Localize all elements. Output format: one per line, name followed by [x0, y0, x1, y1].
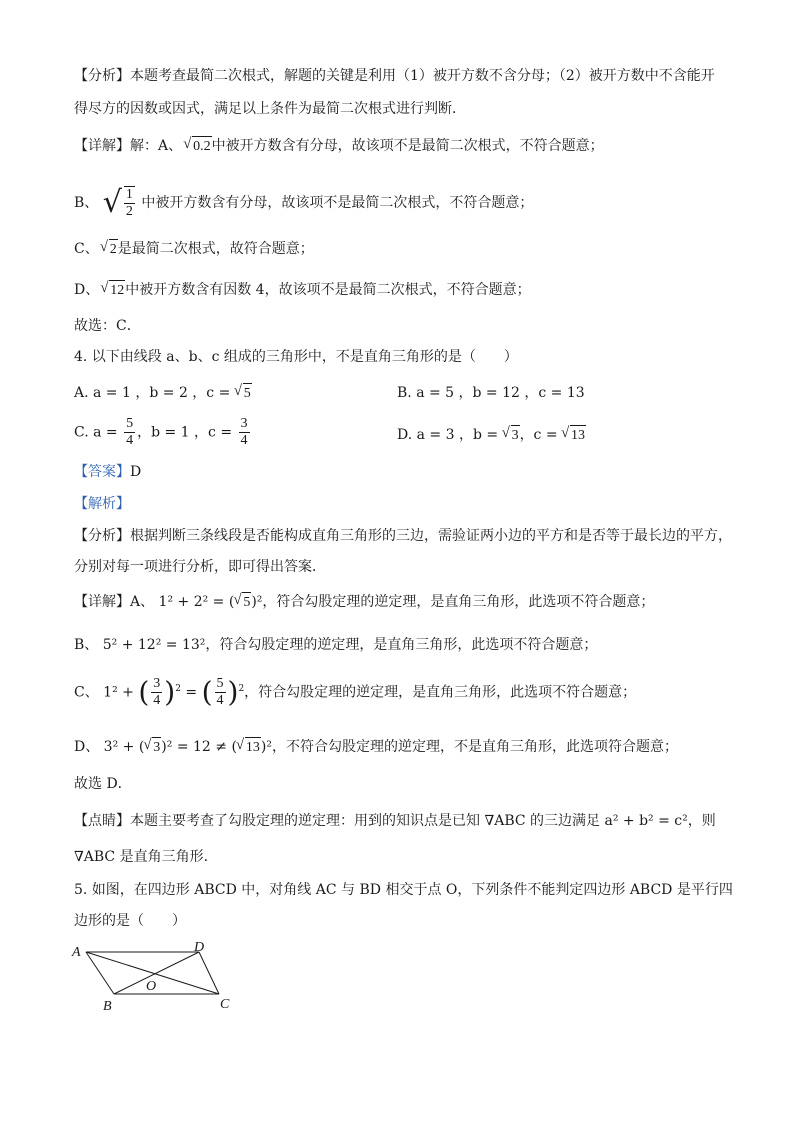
- label-b: B: [103, 999, 112, 1014]
- explanation-tag: 【解析】: [74, 496, 130, 512]
- sqrt-3-b: √ 3: [152, 737, 161, 758]
- sqrt-2: √ 2: [109, 239, 118, 260]
- question-4: 4. 以下由线段 a、b、c 组成的三角形中，不是直角三角形的是（ ）: [74, 349, 518, 365]
- detail-d-text: 中被开方数含有因数 4，故该项不是最简二次根式，不符合题意；: [125, 282, 531, 298]
- q4-detail-b: B、 5² + 12² = 13²，符合勾股定理的逆定理，是直角三角形，此选项不符合题意；: [74, 637, 598, 653]
- sqrt-5-b: √ 5: [242, 592, 251, 613]
- side-dc: [199, 952, 219, 994]
- label-o: O: [146, 979, 157, 994]
- q4-analysis-line-2: 分别对每一项进行分析，即可得出答案．: [74, 559, 326, 575]
- parallelogram-figure: [66, 938, 246, 1018]
- answer-line: [74, 462, 141, 482]
- sqrt-13: √ 13: [570, 425, 586, 446]
- answer-value: D: [130, 464, 142, 480]
- q4-detail-a: 【详解】A、 1² + 2² = (√ 5)²，符合勾股定理的逆定理，是直角三角形，此选项不符合题意；: [74, 592, 654, 613]
- detail-a-text: 中被开方数含有分母，故该项不是最简二次根式，不符合题意；: [211, 138, 604, 154]
- fraction-3-4: $\frac{3}{4}$: [240, 416, 248, 448]
- fraction-5-4-b: $\frac{5}{4}$: [216, 676, 224, 708]
- detail-line-d: [74, 280, 531, 301]
- detail-line-b: [74, 186, 533, 220]
- option-4a: A. a = 1 ，b = 2 ，c = √ 5: [74, 383, 252, 404]
- answer-tag: 【答案】: [74, 464, 130, 480]
- detail-c-text: 是最简二次根式，故符合题意；: [117, 241, 314, 257]
- question-5-line-2: 边形的是（ ）: [74, 913, 186, 929]
- option-4d: D. a = 3 ，b = √ 3，c = √ 13: [397, 425, 586, 446]
- detail-line-a: [74, 136, 604, 157]
- fraction-3-4-b: $\frac{3}{4}$: [153, 676, 161, 708]
- detail-d-prefix: D、: [74, 282, 100, 298]
- sqrt-13-b: √ 13: [245, 737, 261, 758]
- label-d: D: [194, 940, 205, 955]
- option-4c: C. a = $\frac{5}{4}$ ，b = 1 ，c = $\frac{3}{4}$: [74, 416, 248, 448]
- sqrt-sign: √: [102, 185, 122, 220]
- sqrt-3: √ 3: [511, 425, 520, 446]
- label-a: A: [72, 945, 81, 960]
- diagonal-bd: [114, 952, 199, 994]
- sqrt-12: √ 12: [109, 280, 125, 301]
- choice-line: 故选：C．: [74, 318, 141, 334]
- fraction-one-half: $\frac{1}{2}$: [125, 187, 133, 219]
- detail-a-prefix: 【详解】解：A、: [74, 138, 183, 154]
- detail-b-text: 中被开方数含有分母，故该项不是最简二次根式，不符合题意；: [141, 195, 534, 211]
- fraction-5-4: $\frac{5}{4}$: [126, 416, 134, 448]
- option-4b: B. a = 5 ，b = 12 ，c = 13: [397, 385, 585, 401]
- q4-choice: 故选 D．: [74, 776, 132, 792]
- side-ab: [86, 952, 114, 994]
- detail-line-c: [74, 239, 314, 260]
- comment-line-1: 【点睛】本题主要考查了勾股定理的逆定理：用到的知识点是已知 ∇ABC 的三边满足 a² + b² = c²，则: [74, 813, 716, 829]
- comment-line-2: ∇ABC 是直角三角形．: [74, 849, 218, 865]
- q4-analysis-line-1: 【分析】根据判断三条线段是否能构成直角三角形的三边，需验证两小边的平方和是否等于最长边的平方，: [74, 528, 732, 544]
- detail-c-prefix: C、: [74, 241, 99, 257]
- detail-b-prefix: B、: [74, 195, 99, 211]
- sqrt-0-2: √ 0.2: [192, 136, 212, 157]
- question-5-line-1: 5. 如图，在四边形 ABCD 中，对角线 AC 与 BD 相交于点 O，下列条件不能判定四边形 ABCD 是平行四: [74, 882, 733, 898]
- analysis-line-1: 【分析】本题考查最简二次根式，解题的关键是利用（1）被开方数不含分母；（2）被开方数中不含能开: [74, 68, 715, 84]
- q4-detail-d: D、 3² + (√ 3)² = 12 ≠ (√ 13)²，不符合勾股定理的逆定理，不是直角三角形，此选项符合题意；: [74, 737, 678, 758]
- analysis-line-2: 得尽方的因数或因式，满足以上条件为最简二次根式进行判断．: [74, 101, 466, 117]
- q4-detail-c: C、 1² + ( $\frac{3}{4}$ )$^2$ = ( $\frac{5}{4}$ )$^2$，符合勾股定理的逆定理，是直角三角形，此选项不符合题意；: [74, 675, 637, 709]
- sqrt-5: √ 5: [243, 383, 252, 404]
- label-c: C: [220, 997, 230, 1012]
